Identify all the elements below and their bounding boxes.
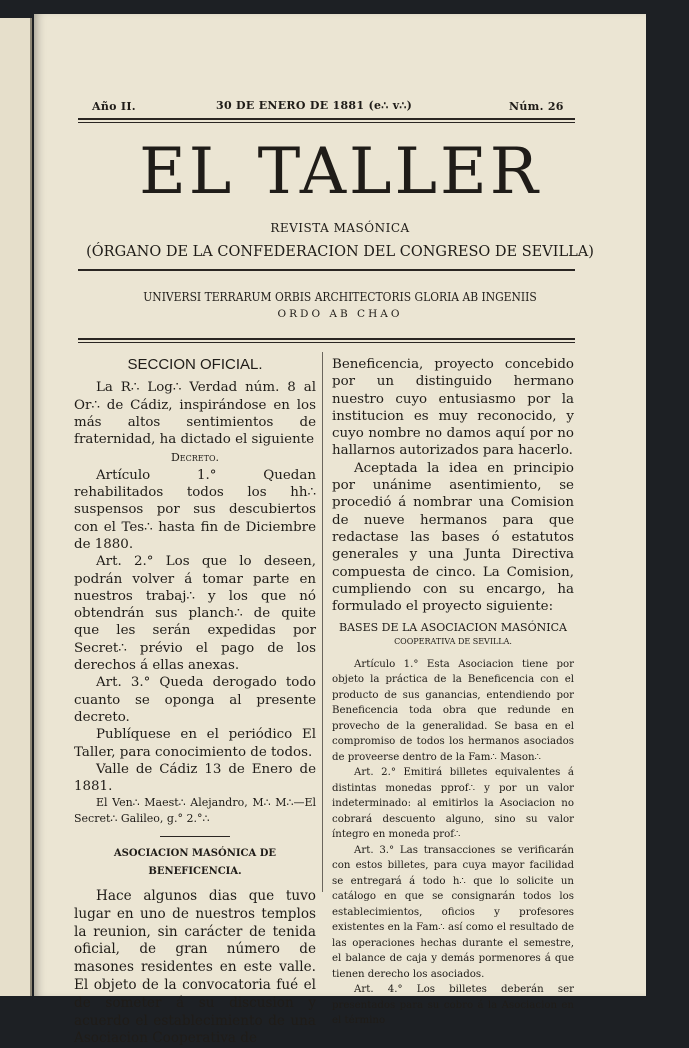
motto-ordo: ORDO AB CHAO: [277, 308, 403, 320]
motto: UNIVERSI TERRARUM ORBIS ARCHITECTORIS GLORIA AB INGENIIS: [143, 290, 537, 304]
publish-paragraph: Publíquese en el periódico El Taller, para conocimiento de todos.: [74, 727, 316, 760]
section-title: SECCION OFICIAL.: [127, 356, 263, 373]
previous-page-edge: [0, 18, 32, 996]
signature-line: El Ven∴ Maest∴ Alejandro, M∴ M∴—El Secret∴ Galileo, g.° 2.°∴: [74, 796, 316, 825]
right-column: [332, 356, 574, 1029]
year-label: Año II.: [92, 100, 136, 113]
issue-date: 30 DE ENERO DE 1881 (e∴ v∴): [216, 99, 413, 112]
intro-paragraph: La R∴ Log∴ Verdad núm. 8 al Or∴ de Cádiz, inspirándose en los más altos sentimientos de fraternidad, ha dictado el siguiente: [74, 380, 316, 448]
masthead-rule: [78, 269, 575, 271]
bases-article-4: Art. 4.° Los billetes deberán ser presentados para su cobro á la Asociacion en el término: [332, 984, 574, 1027]
body-rule-top: [78, 338, 575, 340]
bases-subtitle: COOPERATIVA DE SEVILLA.: [394, 636, 512, 646]
assoc-title: ASOCIACION MASÓNICA DE BENEFICENCIA.: [113, 848, 277, 877]
article-2: Art. 2.° Los que lo deseen, podrán volver á tomar parte en nuestros trabaj∴ y los que nó obtendrán sus planch∴ de quite que les serán expedidas por Secret∴ prévio el pago de los derechos á ellas anexas.: [74, 554, 316, 674]
left-column: [74, 356, 316, 1048]
bases-title: BASES DE LA ASOCIACION MASÓNICA: [339, 621, 567, 635]
column-divider: [322, 352, 323, 892]
newspaper-page: [34, 14, 646, 1047]
header-rule-bottom: [78, 122, 575, 123]
bases-article-2: Art. 2.° Emitirá billetes equivalentes á distintas monedas pprof∴ y por un valor indeterminado: al emitirlos la Asociacion no cobrará descuento alguno, sino su valor íntegro en moneda prof∴: [332, 767, 574, 841]
header-rule-top: [78, 118, 575, 120]
newspaper-title: EL TALLER: [139, 135, 541, 209]
section-separator: [160, 836, 230, 837]
bases-article-1: Artículo 1.° Esta Asociacion tiene por objeto la práctica de la Beneficencia con el producto de sus ganancias, entendiendo por Beneficencia toda obra que redunde en provecho de la generalidad. Se basa en el compromiso de todos los hermanos asociados de proveerse dentro de la Fam∴ Mason∴: [332, 658, 574, 763]
comision-paragraph: Aceptada la idea en principio por unánime asentimiento, se procedió á nombrar una Comision de nueve hermanos para que redactase las bases ó estatutos generales y una Junta Directiva compuesta de cinco. La Comision, cumpliendo con su encargo, ha formulado el proyecto siguiente:: [332, 460, 574, 615]
article-3: Art. 3.° Queda derogado todo cuanto se oponga al presente decreto.: [74, 675, 316, 725]
valle-date: Valle de Cádiz 13 de Enero de 1881.: [74, 761, 316, 795]
subtitle: REVISTA MASÓNICA: [270, 221, 410, 235]
decree-heading: Decreto.: [170, 451, 220, 465]
body-rule-bottom: [78, 342, 575, 343]
bases-article-3: Art. 3.° Las transacciones se verificarán con estos billetes, para cuya mayor facilidad se entregará á todo h∴ que lo solicite un catálogo en que se consignarán todos los establecimientos, oficios y profesores existentes en la Fam∴ así como el resultado de las operaciones hechas durante el semestre, el balance de caja y demás pormenores á que tienen derecho los asociados.: [332, 844, 574, 980]
beneficencia-continuation: Beneficencia, proyecto concebido por un distinguido hermano nuestro cuyo entusiasmo por la institucion es muy reconocido, y cuyo nombre no damos aquí por no hallarnos autorizados para hacerlo.: [332, 357, 574, 459]
assoc-paragraph: Hace algunos dias que tuvo lugar en uno de nuestros templos la reunion, sin carácter de tenida oficial, de gran número de masones residentes en este valle. El objeto de la convocatoria fué el de someter á su discusion y acuerdo el establecimiento de una Asociacion Cooperativa de: [74, 888, 316, 1047]
article-1: Artículo 1.° Quedan rehabilitados todos los hh∴ suspensos por sus descubiertos con el Tes∴ hasta fin de Diciembre de 1880.: [74, 467, 316, 552]
organ-line: (ÓRGANO DE LA CONFEDERACION DEL CONGRESO DE SEVILLA): [86, 244, 594, 260]
issue-number: Núm. 26: [509, 100, 564, 113]
